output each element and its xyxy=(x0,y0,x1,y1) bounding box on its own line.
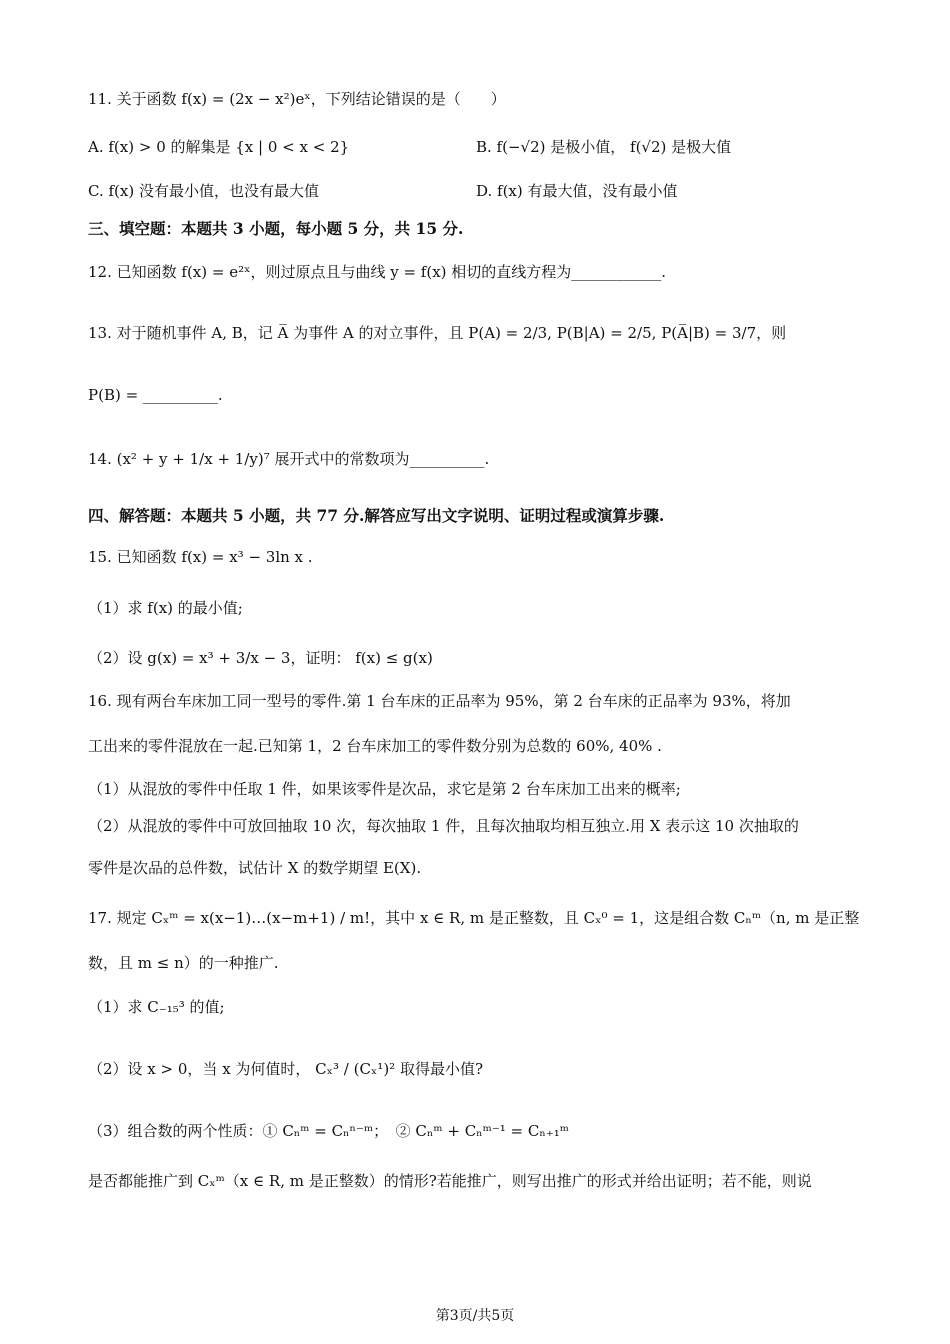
q16-line1: 16. 现有两台车床加工同一型号的零件.第 1 台车床的正品率为 95%，第 2 台车床的正品率为 93%，将加 xyxy=(88,692,791,710)
q16-part2a: （2）从混放的零件中可放回抽取 10 次，每次抽取 1 件，且每次抽取均相互独立.用 X 表示这 10 次抽取的 xyxy=(88,817,799,835)
q17-part3: （3）组合数的两个性质：① Cₙᵐ = Cₙⁿ⁻ᵐ； ② Cₙᵐ + Cₙᵐ⁻¹ = Cₙ₊₁ᵐ xyxy=(88,1122,569,1140)
q15-part1: （1）求 f(x) 的最小值; xyxy=(88,599,243,617)
q11-option-a: A. f(x) > 0 的解集是 {x | 0 < x < 2} xyxy=(88,138,350,156)
q11-stem: 11. 关于函数 f(x) = (2x − x²)eˣ，下列结论错误的是（ ） xyxy=(88,90,506,108)
q17-line1: 17. 规定 Cₓᵐ = x(x−1)…(x−m+1) / m!，其中 x ∈ R, m 是正整数，且 Cₓ⁰ = 1，这是组合数 Cₙᵐ（n, m 是正整 xyxy=(88,909,860,927)
section-3-heading: 三、填空题：本题共 3 小题，每小题 5 分，共 15 分. xyxy=(88,219,464,238)
page-number-footer: 第3页/共5页 xyxy=(435,1308,515,1324)
q17-part3-continued: 是否都能推广到 Cₓᵐ（x ∈ R, m 是正整数）的情形?若能推广，则写出推广的形式并给出证明；若不能，则说 xyxy=(88,1172,812,1190)
q16-line2: 工出来的零件混放在一起.已知第 1，2 台车床加工的零件数分别为总数的 60%, 40% . xyxy=(88,737,662,755)
q11-option-b: B. f(−√2) 是极小值， f(√2) 是极大值 xyxy=(476,138,732,156)
q17-part2: （2）设 x > 0，当 x 为何值时， Cₓ³ / (Cₓ¹)² 取得最小值? xyxy=(88,1060,483,1078)
q12-text: 12. 已知函数 f(x) = e²ˣ，则过原点且与曲线 y = f(x) 相切的直线方程为____________. xyxy=(88,263,667,281)
q16-part2b: 零件是次品的总件数，试估计 X 的数学期望 E(X). xyxy=(88,859,422,877)
q14-text: 14. (x² + y + 1/x + 1/y)⁷ 展开式中的常数项为__________. xyxy=(88,450,490,468)
q17-part1: （1）求 C₋₁₅³ 的值; xyxy=(88,998,225,1016)
q13-line2: P(B) = __________. xyxy=(88,386,223,404)
q15-stem: 15. 已知函数 f(x) = x³ − 3ln x . xyxy=(88,548,313,566)
q11-option-d: D. f(x) 有最大值，没有最小值 xyxy=(476,182,678,200)
section-4-heading: 四、解答题：本题共 5 小题，共 77 分.解答应写出文字说明、证明过程或演算步骤. xyxy=(88,506,665,525)
q17-line2: 数，且 m ≤ n）的一种推广. xyxy=(88,954,279,972)
q11-option-c: C. f(x) 没有最小值，也没有最大值 xyxy=(88,182,319,200)
q15-part2: （2）设 g(x) = x³ + 3/x − 3，证明： f(x) ≤ g(x) xyxy=(88,649,433,667)
q13-line1: 13. 对于随机事件 A, B，记 A̅ 为事件 A 的对立事件，且 P(A) = 2/3, P(B|A) = 2/5, P(A̅|B) = 3/7，则 xyxy=(88,324,787,342)
q16-part1: （1）从混放的零件中任取 1 件，如果该零件是次品，求它是第 2 台车床加工出来的概率; xyxy=(88,780,681,798)
